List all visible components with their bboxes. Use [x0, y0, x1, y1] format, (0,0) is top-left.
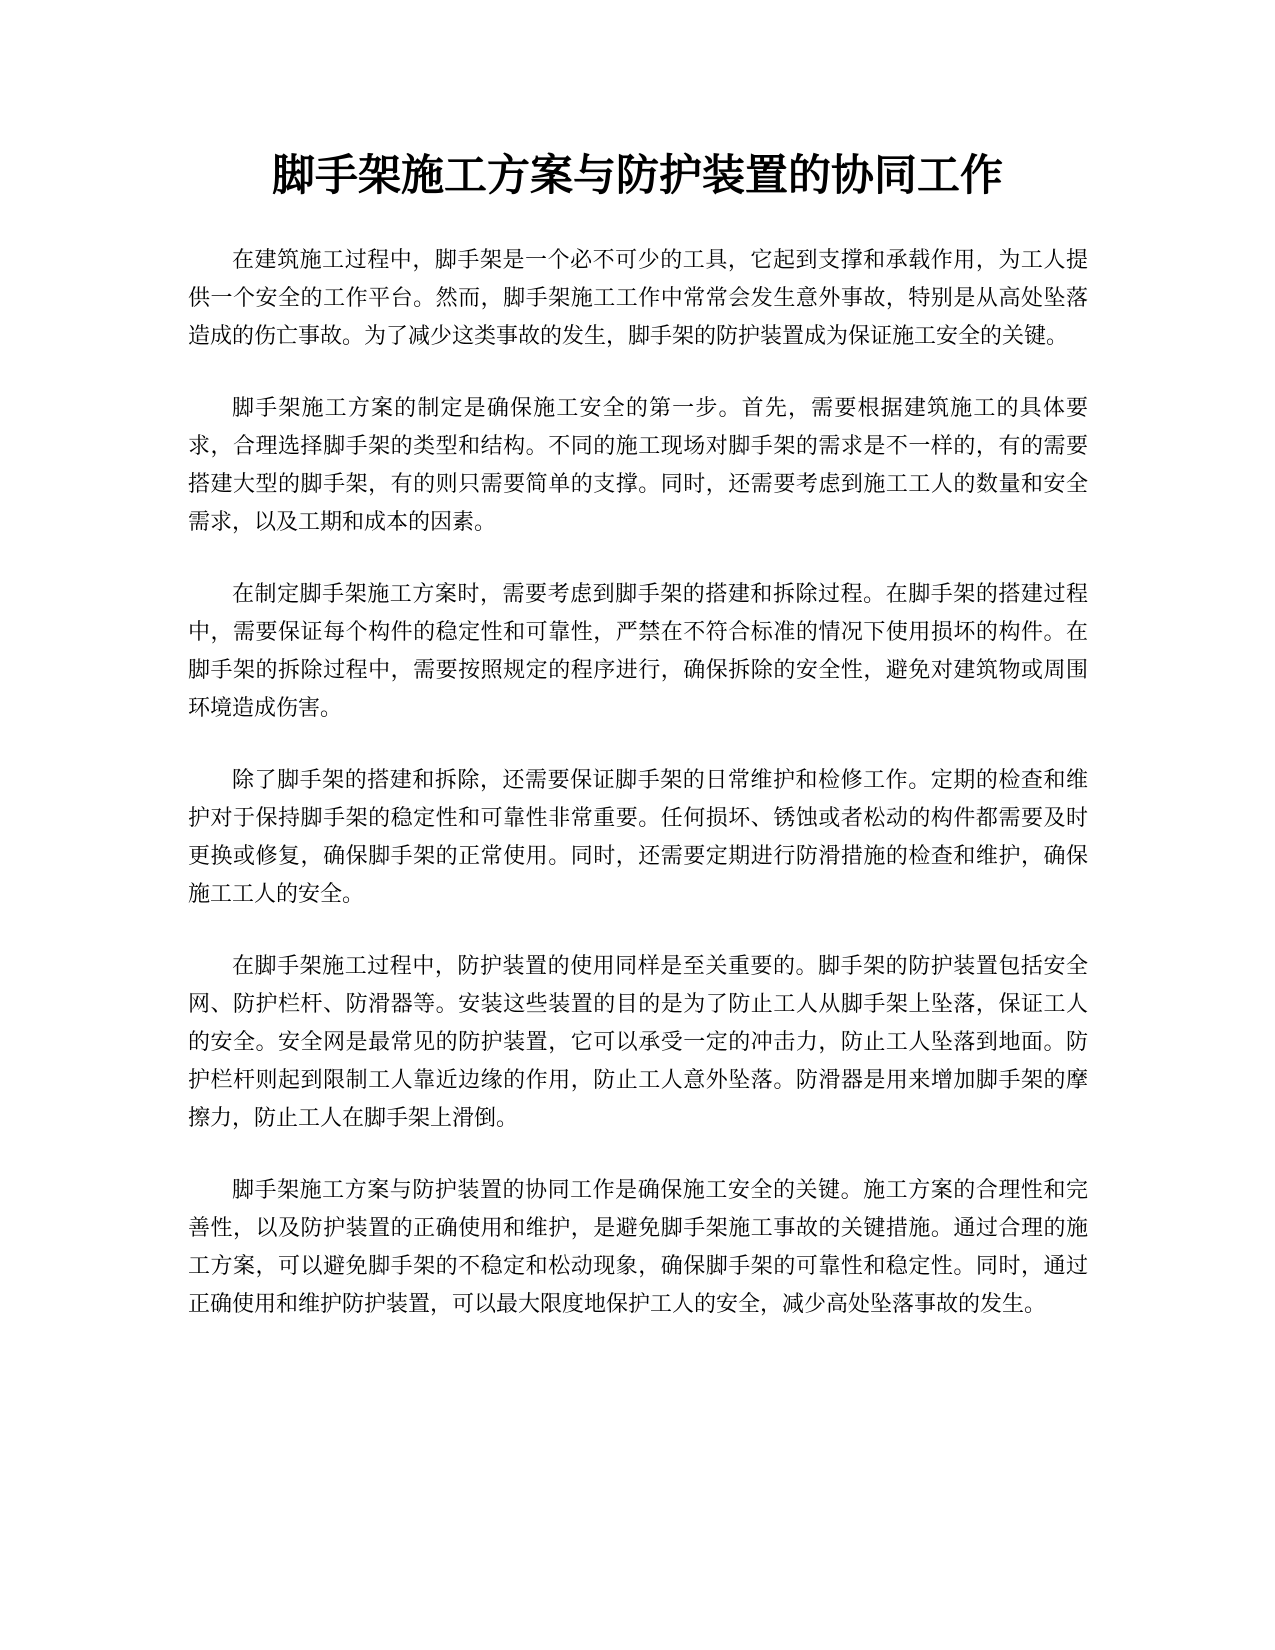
paragraph-3: 在制定脚手架施工方案时，需要考虑到脚手架的搭建和拆除过程。在脚手架的搭建过程中，需要保证每个构件的稳定性和可靠性，严禁在不符合标准的情况下使用损坏的构件。在脚手架的拆除过程中，需要按照规定的程序进行，确保拆除的安全性，避免对建筑物或周围环境造成伤害。: [188, 582, 1088, 721]
paragraph-6: 脚手架施工方案与防护装置的协同工作是确保施工安全的关键。施工方案的合理性和完善性，以及防护装置的正确使用和维护，是避免脚手架施工事故的关键措施。通过合理的施工方案，可以避免脚手架的不稳定和松动现象，确保脚手架的可靠性和稳定性。同时，通过正确使用和维护防护装置，可以最大限度地保护工人的安全，减少高处坠落事故的发生。: [188, 1178, 1088, 1317]
document-title: 脚手架施工方案与防护装置的协同工作: [272, 151, 1003, 201]
paragraph-5: 在脚手架施工过程中，防护装置的使用同样是至关重要的。脚手架的防护装置包括安全网、防护栏杆、防滑器等。安装这些装置的目的是为了防止工人从脚手架上坠落，保证工人的安全。安全网是最常见的防护装置，它可以承受一定的冲击力，防止工人坠落到地面。防护栏杆则起到限制工人靠近边缘的作用，防止工人意外坠落。防滑器是用来增加脚手架的摩擦力，防止工人在脚手架上滑倒。: [188, 954, 1088, 1131]
document-body: [188, 242, 1088, 1358]
paragraph-4: 除了脚手架的搭建和拆除，还需要保证脚手架的日常维护和检修工作。定期的检查和维护对于保持脚手架的稳定性和可靠性非常重要。任何损坏、锈蚀或者松动的构件都需要及时更换或修复，确保脚手架的正常使用。同时，还需要定期进行防滑措施的检查和维护，确保施工工人的安全。: [188, 768, 1088, 907]
paragraph-1: 在建筑施工过程中，脚手架是一个必不可少的工具，它起到支撑和承载作用，为工人提供一个安全的工作平台。然而，脚手架施工工作中常常会发生意外事故，特别是从高处坠落造成的伤亡事故。为了减少这类事故的发生，脚手架的防护装置成为保证施工安全的关键。: [188, 248, 1088, 349]
paragraph-2: 脚手架施工方案的制定是确保施工安全的第一步。首先，需要根据建筑施工的具体要求，合理选择脚手架的类型和结构。不同的施工现场对脚手架的需求是不一样的，有的需要搭建大型的脚手架，有的则只需要简单的支撑。同时，还需要考虑到施工工人的数量和安全需求，以及工期和成本的因素。: [188, 396, 1088, 535]
